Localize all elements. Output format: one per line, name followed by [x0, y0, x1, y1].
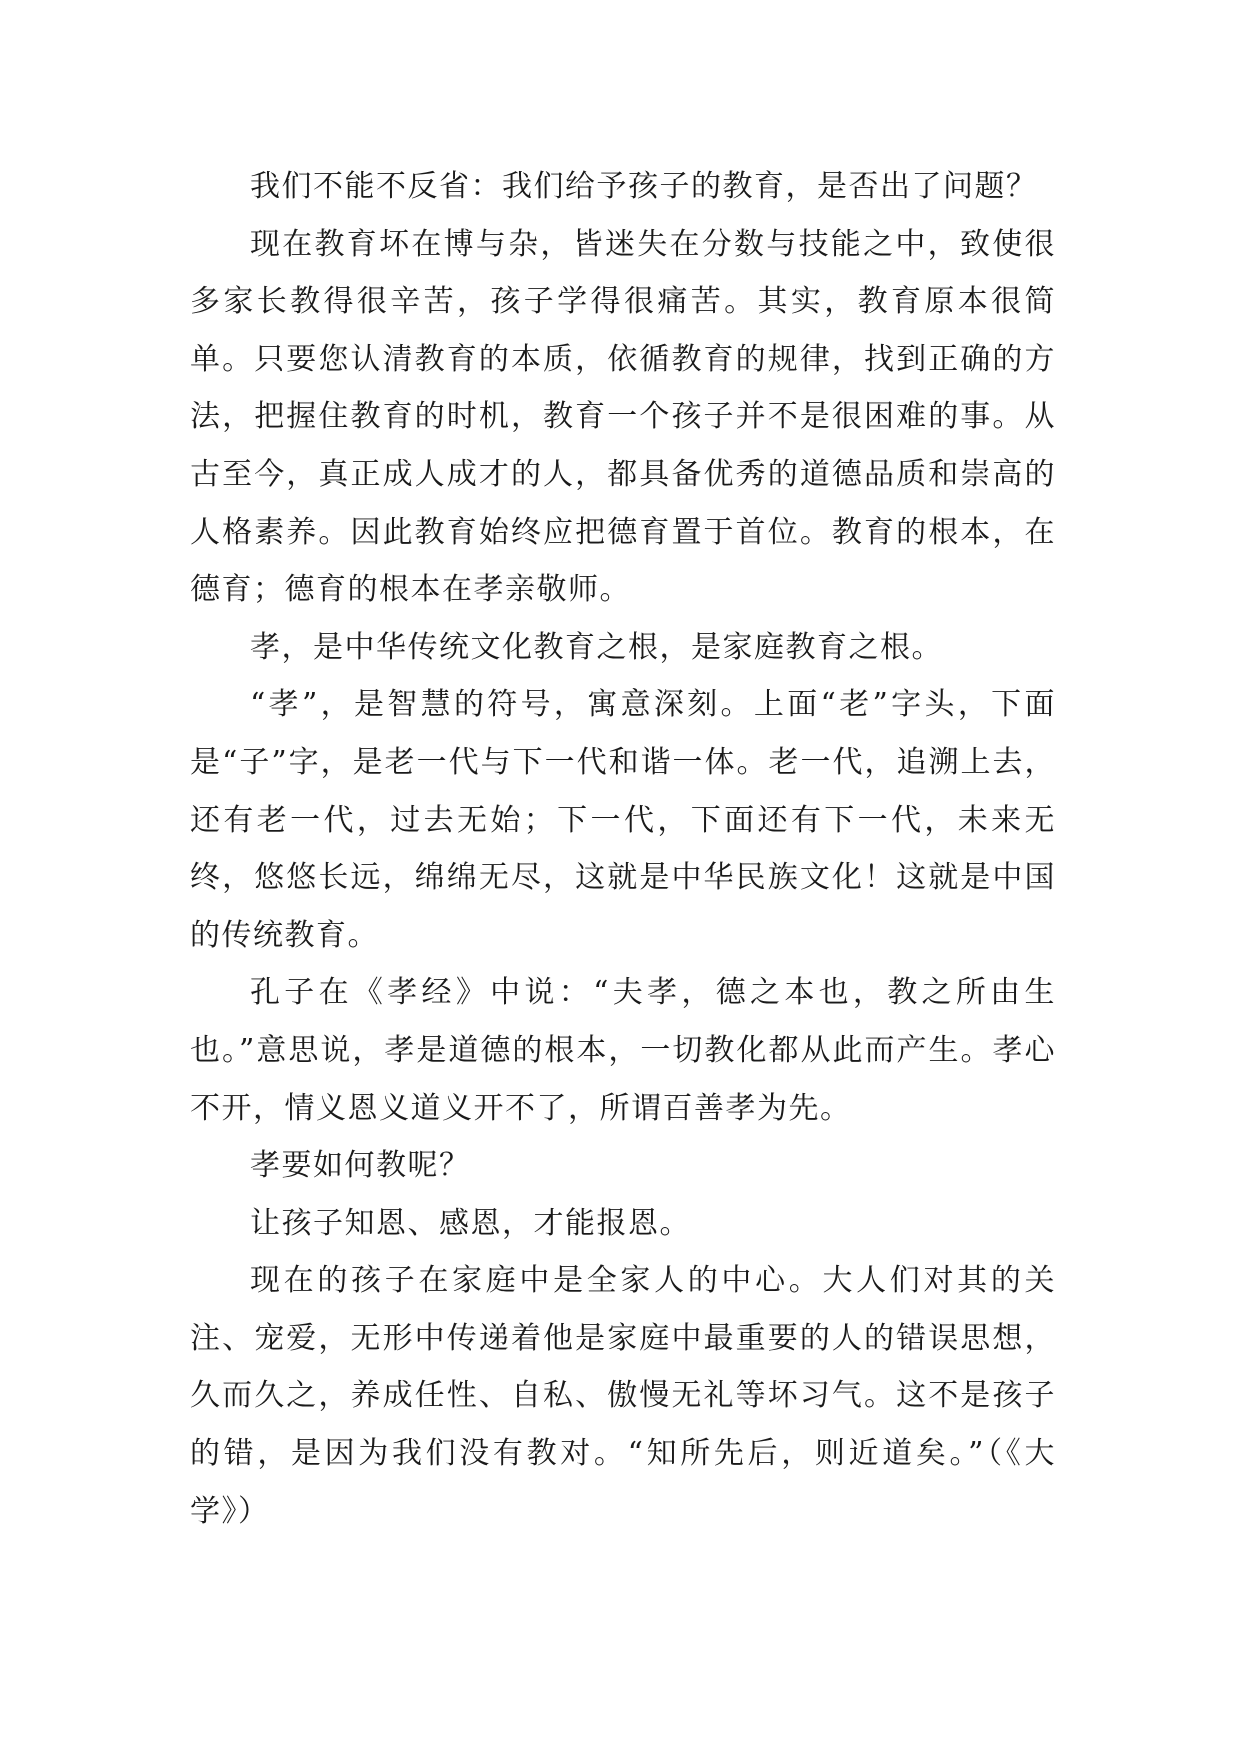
- paragraph-gratitude: 让孩子知恩、感恩，才能报恩。: [250, 1205, 691, 1241]
- paragraph-reflection-question: 我们不能不反省：我们给予孩子的教育，是否出了问题？: [250, 169, 1038, 204]
- document-body: [190, 158, 1056, 1540]
- paragraph-how-to-teach: 孝要如何教呢？: [250, 1148, 471, 1184]
- paragraph-character-meaning: “孝”，是智慧的符号，寓意深刻。上面“老”字头，下面是“子”字，是老一代与下一代和谐一体。老一代，追溯上去，还有老一代，过去无始；下一代，下面还有下一代，未来无终，悠悠长远，绵绵无尽，这就是中华民族文化！这就是中国的传统教育。: [190, 687, 1056, 953]
- paragraph-family-center: 现在的孩子在家庭中是全家人的中心。大人们对其的关注、宠爱，无形中传递着他是家庭中最重要的人的错误思想，久而久之，养成任性、自私、傲慢无礼等坏习气。这不是孩子的错，是因为我们没有教对。“知所先后，则近道矣。”（《大学》）: [190, 1263, 1056, 1529]
- paragraph-filial-piety-root: 孝，是中华传统文化教育之根，是家庭教育之根。: [250, 629, 943, 665]
- paragraph-education-essence: 现在教育坏在博与杂，皆迷失在分数与技能之中，致使很多家长教得很辛苦，孩子学得很痛苦。其实，教育原本很简单。只要您认清教育的本质，依循教育的规律，找到正确的方法，把握住教育的时机，教育一个孩子并不是很困难的事。从古至今，真正成人成才的人，都具备优秀的道德品质和崇高的人格素养。因此教育始终应把德育置于首位。教育的根本，在德育；德育的根本在孝亲敬师。: [190, 226, 1056, 608]
- paragraph-confucius-quote: 孔子在《孝经》中说：“夫孝，德之本也，教之所由生也。”意思说，孝是道德的根本，一切教化都从此而产生。孝心不开，情义恩义道义开不了，所谓百善孝为先。: [190, 975, 1056, 1126]
